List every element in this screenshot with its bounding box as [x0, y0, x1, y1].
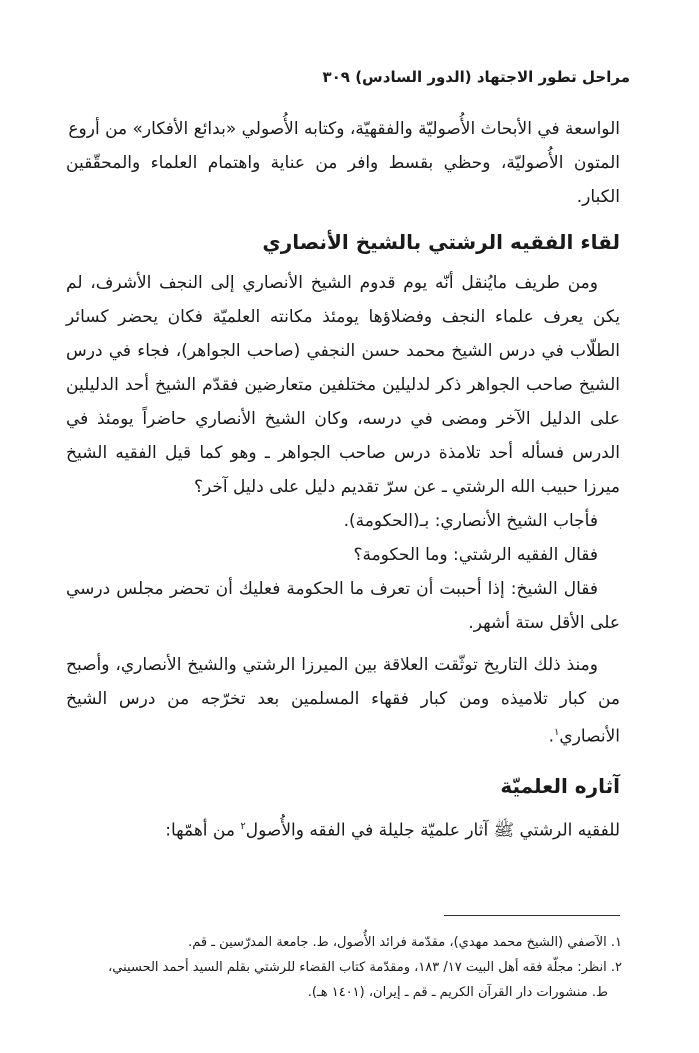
paragraph-question: فقال الفقيه الرشتي: وما الحكومة؟ — [353, 545, 598, 565]
footnotes — [56, 930, 622, 1005]
footnote-2-line-2: ط. منشورات دار القرآن الكريم ـ قم ـ إيران، (١٤٠١ هـ). — [307, 985, 608, 1000]
paragraph-works-text: للفقيه الرشتي ﷺ آثار علميّة جليلة في الفقه والأُصول — [245, 820, 620, 841]
intro-line-2: المتون الأُصوليّة، وحظي بقسط وافر من عناية واهتمام العلماء والمحقّقين الكبار. — [66, 153, 620, 207]
intro-line-1: الواسعة في الأبحاث الأُصوليّة والفقهيّة، وكتابه الأُصولي «بدائع الأفكار» من أروع — [68, 119, 620, 139]
paragraph-story: ومن طريف مايُنقل أنّه يوم قدوم الشيخ الأنصاري إلى النجف الأشرف، لم يكن يعرف علماء النجف وفضلاؤها يومئذ مكانته العلميّة فكان يحضر كسائر الطلّاب في درس الشيخ محمد حسن النجفي (صاحب الجواهر)، فجاء في درس الشيخ صاحب الجواهر ذكر لدليلين مختلفين متعارضين فقدّم الشيخ أحد الدليلين على الدليل الآخر ومضى في درسه، وكان الشيخ الأنصاري حاضراً يومئذ في الدرس فسأله أحد تلامذة درس صاحب الجواهر ـ وهو كما قيل الفقيه الشيخ ميرزا حبيب الله الرشتي ـ عن سرّ تقديم دليل على دليل آخر؟ — [66, 273, 620, 497]
paragraph-relationship: ومنذ ذلك التاريخ توثّقت العلاقة بين الميرزا الرشتي والشيخ الأنصاري، وأصبح من كبار تلاميذه ومن كبار فقهاء المسلمين بعد تخرّجه من درس الشيخ الأنصاري$^١$. — [66, 655, 620, 747]
paragraph-reply: فقال الشيخ: إذا أحببت أن تعرف ما الحكومة فعليك أن تحضر مجلس درسي على الأقل ستة أشهر. — [66, 579, 620, 633]
paragraph-answer: فأجاب الشيخ الأنصاري: بـ(الحكومة). — [343, 511, 598, 531]
section-heading-works: آثاره العلميّة — [500, 773, 620, 798]
running-header — [0, 68, 630, 86]
paragraph-works-tail: من أهمّها: — [165, 820, 241, 841]
footnote-1: ١. الآصفي (الشيخ محمد مهدي)، مقدّمة فرائد الأُصول، ط. جامعة المدرّسين ـ قم. — [188, 935, 622, 950]
paragraph-works — [66, 810, 620, 848]
body-text — [66, 112, 620, 847]
footnote-ref-1: ١ — [554, 727, 560, 738]
paragraph-relationship-text: ومنذ ذلك التاريخ توثّقت العلاقة بين الميرزا الرشتي والشيخ الأنصاري، وأصبح من كبار تلاميذه ومن كبار فقهاء المسلمين بعد تخرّجه من درس الشيخ الأنصاري — [66, 655, 620, 747]
page-number: ٣٠٩ — [322, 68, 350, 86]
footnote-ref-2: ٢ — [240, 820, 246, 832]
footnote-divider — [444, 915, 620, 916]
header-title: مراحل تطور الاجتهاد (الدور السادس) — [355, 68, 630, 86]
section-heading-meeting: لقاء الفقيه الرشتي بالشيخ الأنصاري — [262, 230, 620, 254]
footnote-2-line-1: ٢. انظر: مجلّة فقه أهل البيت ١٧/ ١٨٣، ومقدّمة كتاب القضاء للرشتي بقلم السيد أحمد الحسيني، — [108, 960, 622, 975]
